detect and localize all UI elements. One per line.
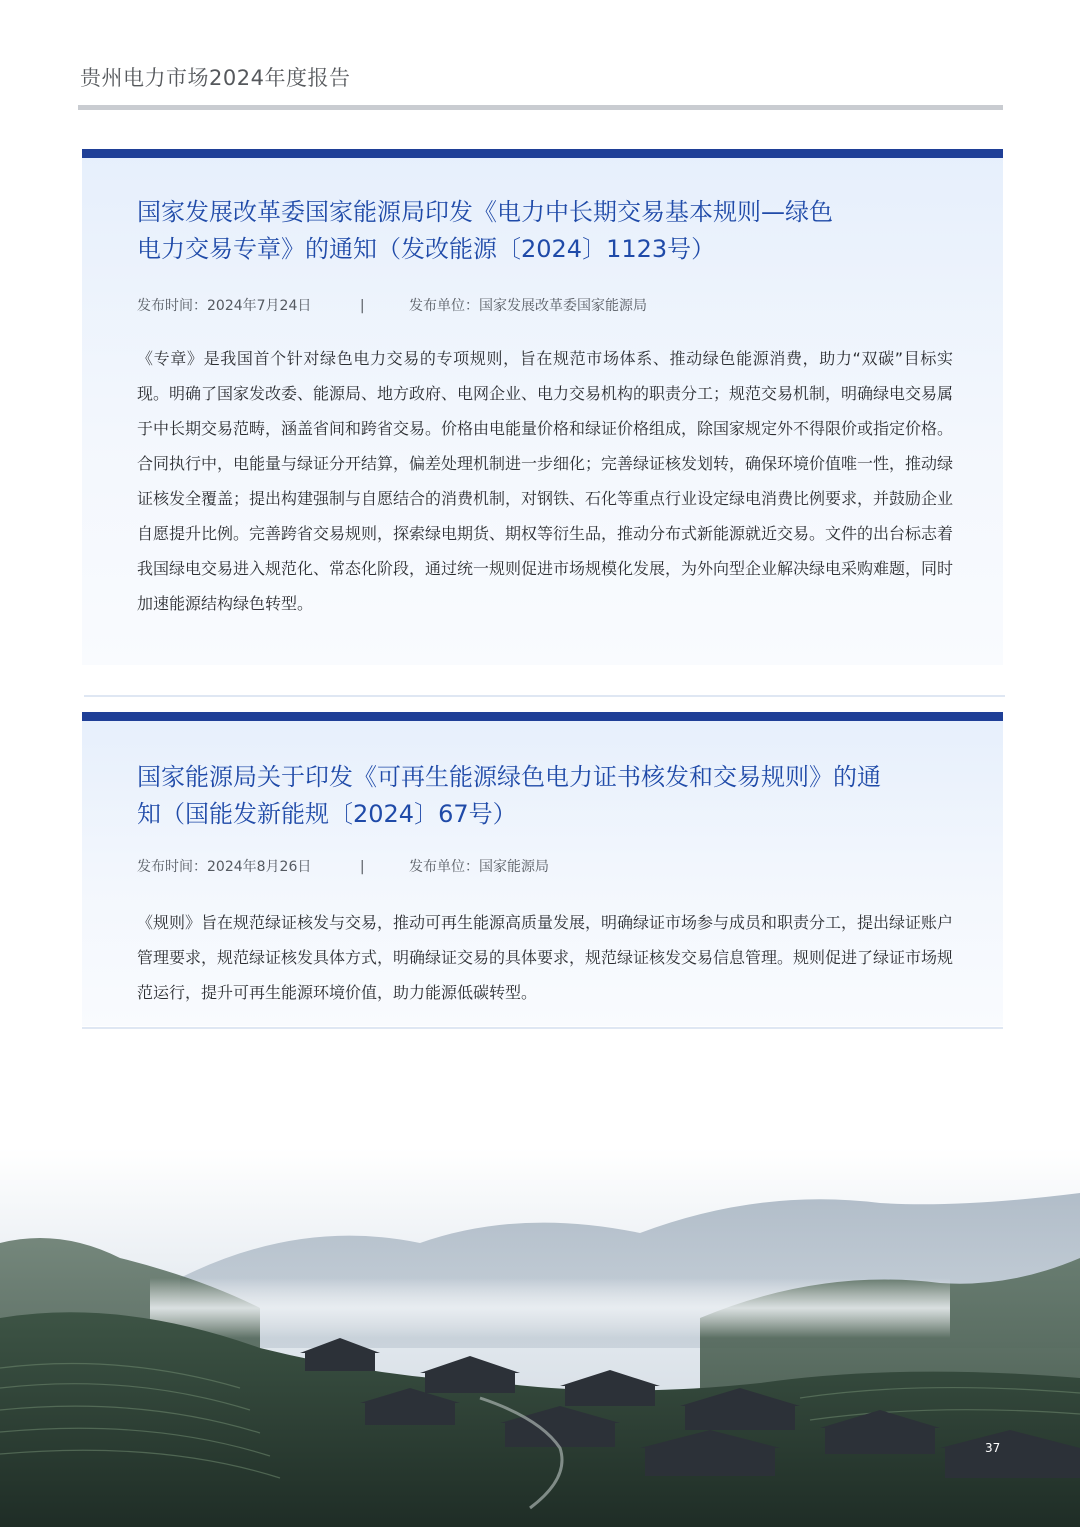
publish-date: 发布时间：2024年7月24日 [137, 298, 312, 314]
article-title [137, 759, 937, 833]
article-title-line-2: 知（国能发新能规〔2024〕67号） [137, 800, 517, 828]
publisher: 发布单位：国家能源局 [408, 859, 549, 875]
publisher: 发布单位：国家发展改革委国家能源局 [408, 298, 647, 314]
publish-date: 发布时间：2024年8月26日 [137, 859, 312, 875]
landscape-illustration [0, 1148, 1080, 1527]
article-title-line-1: 国家发展改革委国家能源局印发《电力中长期交易基本规则—绿色 [137, 198, 833, 226]
header-divider [78, 105, 1003, 110]
article-card-1 [82, 149, 1003, 665]
article-title-line-1: 国家能源局关于印发《可再生能源绿色电力证书核发和交易规则》的通 [137, 763, 881, 791]
card-accent-bar [82, 712, 1003, 721]
article-body: 《专章》是我国首个针对绿色电力交易的专项规则，旨在规范市场体系、推动绿色能源消费，助力“双碳”目标实现。明确了国家发改委、能源局、地方政府、电网企业、电力交易机构的职责分工；规范交易机制，明确绿电交易属于中长期交易范畴，涵盖省间和跨省交易。价格由电能量价格和绿证价格组成，除国家规定外不得限价或指定价格。合同执行中，电能量与绿证分开结算，偏差处理机制进一步细化；完善绿证核发划转，确保环境价值唯一性，推动绿证核发全覆盖；提出构建强制与自愿结合的消费机制，对钢铁、石化等重点行业设定绿电消费比例要求，并鼓励企业自愿提升比例。完善跨省交易规则，探索绿电期货、期权等衍生品，推动分布式新能源就近交易。文件的出台标志着我国绿电交易进入规范化、常态化阶段，通过统一规则促进市场规模化发展，为外向型企业解决绿电采购难题，同时加速能源结构绿色转型。 [137, 349, 954, 613]
article-meta [137, 856, 549, 876]
meta-separator: | [359, 298, 365, 314]
meta-separator: | [359, 859, 365, 875]
card-divider [84, 695, 1005, 697]
page-number: 37 [985, 1441, 1001, 1455]
article-body: 《规则》旨在规范绿证核发与交易，推动可再生能源高质量发展，明确绿证市场参与成员和职责分工，提出绿证账户管理要求，规范绿证核发具体方式，明确绿证交易的具体要求，规范绿证核发交易信息管理。规则促进了绿证市场规范运行，提升可再生能源环境价值，助力能源低碳转型。 [137, 913, 954, 1002]
article-title-line-2: 电力交易专章》的通知（发改能源〔2024〕1123号） [137, 235, 716, 263]
page-header-title: 贵州电力市场2024年度报告 [80, 66, 351, 90]
card-bottom-rule [82, 1027, 1003, 1029]
article-card-2 [82, 712, 1003, 1026]
article-title [137, 194, 927, 268]
card-accent-bar [82, 149, 1003, 158]
article-meta [137, 295, 647, 315]
